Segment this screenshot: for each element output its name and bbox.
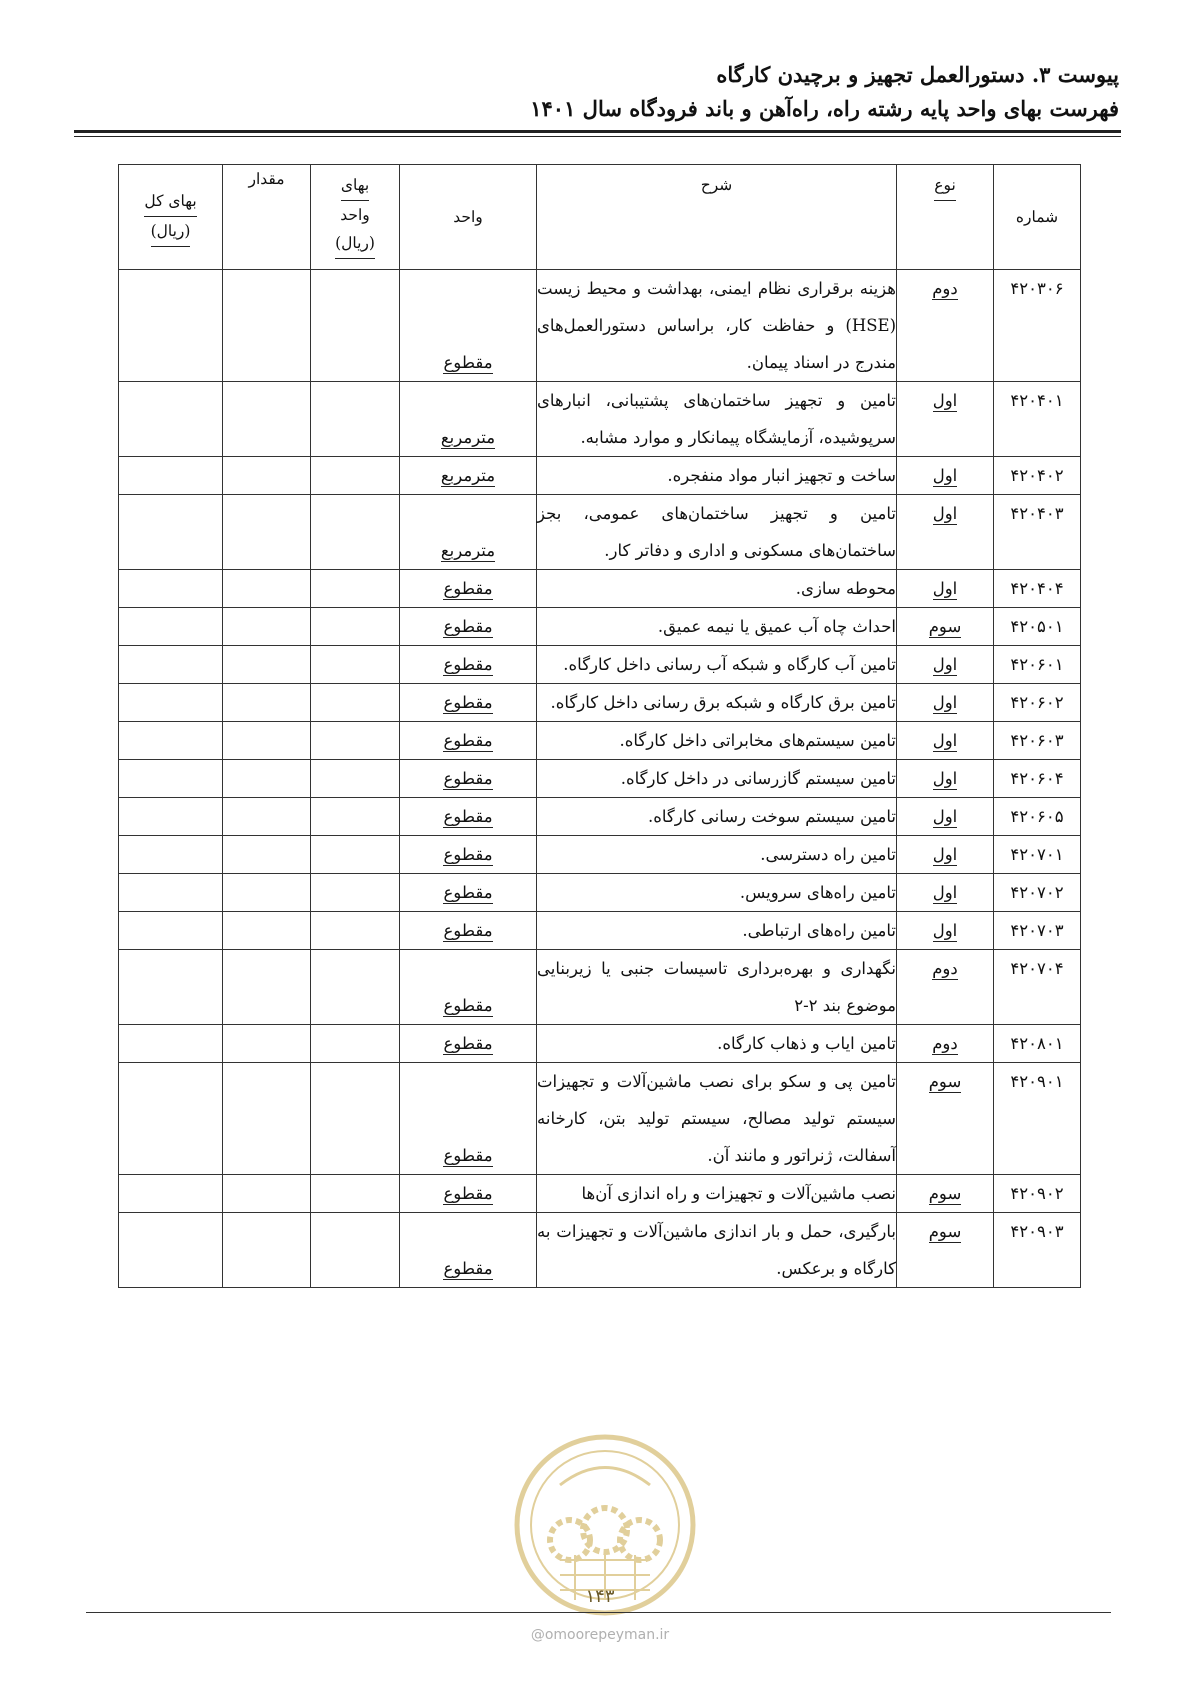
footer-rule: [86, 1612, 1111, 1613]
row-total-price: [119, 382, 223, 457]
row-description: تامین سیستم گازرسانی در داخل کارگاه.: [537, 760, 897, 798]
row-unit-price: [311, 457, 400, 495]
website-watermark: @omoorepeyman.ir: [530, 1627, 670, 1643]
row-unit-price: [311, 950, 400, 1025]
row-type: اول: [897, 760, 994, 798]
row-number: ۴۲۰۶۰۱: [994, 646, 1081, 684]
row-total-price: [119, 608, 223, 646]
row-description: تامین و تجهیز ساختمان‌های پشتیبانی، انبارهای سرپوشیده، آزمایشگاه پیمانکار و موارد مشابه.: [537, 382, 897, 457]
row-type: سوم: [897, 1175, 994, 1213]
row-description: هزینه برقراری نظام ایمنی، بهداشت و محیط زیست (HSE) و حفاظت کار، براساس دستورالعمل‌های مندرج در اسناد پیمان.: [537, 270, 897, 382]
row-unit: مقطوع: [400, 798, 537, 836]
row-quantity: [223, 798, 311, 836]
row-unit: مقطوع: [400, 684, 537, 722]
row-unit: مقطوع: [400, 912, 537, 950]
table-row: [119, 760, 1081, 798]
row-quantity: [223, 836, 311, 874]
row-quantity: [223, 570, 311, 608]
row-total-price: [119, 1175, 223, 1213]
row-total-price: [119, 874, 223, 912]
table-row: [119, 912, 1081, 950]
row-total-price: [119, 570, 223, 608]
header-type: نوع: [897, 165, 994, 270]
row-number: ۴۲۰۴۰۱: [994, 382, 1081, 457]
row-description: ساخت و تجهیز انبار مواد منفجره.: [537, 457, 897, 495]
row-unit: مقطوع: [400, 760, 537, 798]
header-total-price: بهای کل (ریال): [119, 165, 223, 270]
row-unit: مقطوع: [400, 646, 537, 684]
row-description: تامین ایاب و ذهاب کارگاه.: [537, 1025, 897, 1063]
row-type: دوم: [897, 1025, 994, 1063]
row-type: سوم: [897, 1063, 994, 1175]
row-number: ۴۲۰۴۰۴: [994, 570, 1081, 608]
table-row: [119, 874, 1081, 912]
row-total-price: [119, 950, 223, 1025]
row-number: ۴۲۰۹۰۳: [994, 1213, 1081, 1288]
row-number: ۴۲۰۸۰۱: [994, 1025, 1081, 1063]
row-description: محوطه سازی.: [537, 570, 897, 608]
row-unit: مقطوع: [400, 722, 537, 760]
row-number: ۴۲۰۳۰۶: [994, 270, 1081, 382]
row-unit: مترمربع: [400, 495, 537, 570]
row-unit: مقطوع: [400, 270, 537, 382]
row-number: ۴۲۰۴۰۳: [994, 495, 1081, 570]
row-number: ۴۲۰۹۰۲: [994, 1175, 1081, 1213]
row-unit: مترمربع: [400, 457, 537, 495]
row-description: تامین سیستم سوخت رسانی کارگاه.: [537, 798, 897, 836]
row-quantity: [223, 457, 311, 495]
row-description: تامین و تجهیز ساختمان‌های عمومی، بجز ساختمان‌های مسکونی و اداری و دفاتر کار.: [537, 495, 897, 570]
row-unit: مقطوع: [400, 1063, 537, 1175]
row-number: ۴۲۰۷۰۱: [994, 836, 1081, 874]
row-type: اول: [897, 457, 994, 495]
row-unit: مترمربع: [400, 382, 537, 457]
row-unit-price: [311, 760, 400, 798]
page-number: ۱۴۳: [585, 1586, 615, 1607]
row-type: دوم: [897, 950, 994, 1025]
row-total-price: [119, 1063, 223, 1175]
row-quantity: [223, 684, 311, 722]
row-number: ۴۲۰۶۰۲: [994, 684, 1081, 722]
table-row: [119, 382, 1081, 457]
row-unit-price: [311, 1213, 400, 1288]
row-number: ۴۲۰۶۰۳: [994, 722, 1081, 760]
header-quantity: مقدار: [223, 165, 311, 270]
row-type: اول: [897, 912, 994, 950]
row-number: ۴۲۰۷۰۲: [994, 874, 1081, 912]
table-row: [119, 798, 1081, 836]
row-unit-price: [311, 722, 400, 760]
table-row: [119, 722, 1081, 760]
table-row: [119, 1063, 1081, 1175]
row-unit: مقطوع: [400, 836, 537, 874]
row-description: تامین پی و سکو برای نصب ماشین‌آلات و تجهیزات سیستم تولید مصالح، سیستم تولید بتن، کارخانه آسفالت، ژنراتور و مانند آن.: [537, 1063, 897, 1175]
row-quantity: [223, 760, 311, 798]
table-row: [119, 1213, 1081, 1288]
header-number: شماره: [994, 165, 1081, 270]
table-row: [119, 1175, 1081, 1213]
row-description: تامین راه دسترسی.: [537, 836, 897, 874]
row-total-price: [119, 836, 223, 874]
row-total-price: [119, 722, 223, 760]
row-quantity: [223, 1063, 311, 1175]
row-quantity: [223, 382, 311, 457]
row-unit-price: [311, 684, 400, 722]
row-quantity: [223, 1025, 311, 1063]
row-total-price: [119, 912, 223, 950]
row-unit-price: [311, 608, 400, 646]
row-unit-price: [311, 836, 400, 874]
row-total-price: [119, 1213, 223, 1288]
table-row: [119, 646, 1081, 684]
row-unit: مقطوع: [400, 1175, 537, 1213]
page-header: [69, 58, 1119, 126]
row-number: ۴۲۰۶۰۴: [994, 760, 1081, 798]
row-unit-price: [311, 646, 400, 684]
row-description: تامین برق کارگاه و شبکه برق رسانی داخل کارگاه.: [537, 684, 897, 722]
header-rule-thick: [74, 130, 1121, 133]
at-sign-icon: @: [530, 1627, 545, 1643]
header-description: شرح: [537, 165, 897, 270]
row-type: اول: [897, 495, 994, 570]
row-type: سوم: [897, 608, 994, 646]
table-row: [119, 570, 1081, 608]
row-description: احداث چاه آب عمیق یا نیمه عمیق.: [537, 608, 897, 646]
table-row: [119, 495, 1081, 570]
row-quantity: [223, 1213, 311, 1288]
row-type: اول: [897, 646, 994, 684]
row-number: ۴۲۰۷۰۳: [994, 912, 1081, 950]
row-description: تامین آب کارگاه و شبکه آب رسانی داخل کارگاه.: [537, 646, 897, 684]
row-description: نگهداری و بهره‌برداری تاسیسات جنبی یا زیربنایی موضوع بند ۲-۲: [537, 950, 897, 1025]
row-description: تامین راه‌های ارتباطی.: [537, 912, 897, 950]
row-unit-price: [311, 912, 400, 950]
row-quantity: [223, 722, 311, 760]
row-unit-price: [311, 270, 400, 382]
row-quantity: [223, 912, 311, 950]
row-total-price: [119, 684, 223, 722]
header-rule-thin: [74, 136, 1121, 137]
row-quantity: [223, 495, 311, 570]
row-total-price: [119, 646, 223, 684]
header-list-title: فهرست بهای واحد پایه رشته راه، راه‌آهن و باند فرودگاه سال ۱۴۰۱: [530, 96, 1119, 121]
row-total-price: [119, 270, 223, 382]
row-total-price: [119, 495, 223, 570]
row-quantity: [223, 950, 311, 1025]
row-quantity: [223, 1175, 311, 1213]
row-unit: مقطوع: [400, 608, 537, 646]
header-unit-price: بهای واحد (ریال): [311, 165, 400, 270]
row-type: اول: [897, 382, 994, 457]
row-type: اول: [897, 570, 994, 608]
row-type: سوم: [897, 1213, 994, 1288]
table-row: [119, 608, 1081, 646]
row-type: اول: [897, 798, 994, 836]
row-unit-price: [311, 1175, 400, 1213]
header-appendix-title: پیوست ۳. دستورالعمل تجهیز و برچیدن کارگاه: [716, 62, 1119, 87]
row-number: ۴۲۰۹۰۱: [994, 1063, 1081, 1175]
row-total-price: [119, 760, 223, 798]
row-quantity: [223, 874, 311, 912]
row-total-price: [119, 1025, 223, 1063]
row-unit-price: [311, 1025, 400, 1063]
row-number: ۴۲۰۴۰۲: [994, 457, 1081, 495]
row-unit-price: [311, 1063, 400, 1175]
table-row: [119, 836, 1081, 874]
row-type: دوم: [897, 270, 994, 382]
row-quantity: [223, 646, 311, 684]
table-row: [119, 270, 1081, 382]
row-quantity: [223, 270, 311, 382]
row-unit-price: [311, 382, 400, 457]
table-row: [119, 950, 1081, 1025]
row-type: اول: [897, 722, 994, 760]
row-description: تامین سیستم‌های مخابراتی داخل کارگاه.: [537, 722, 897, 760]
row-quantity: [223, 608, 311, 646]
row-description: تامین راه‌های سرویس.: [537, 874, 897, 912]
header-unit: واحد: [400, 165, 537, 270]
row-total-price: [119, 798, 223, 836]
table-header-row: [119, 165, 1081, 270]
table-row: [119, 457, 1081, 495]
row-type: اول: [897, 836, 994, 874]
row-unit: مقطوع: [400, 950, 537, 1025]
table-row: [119, 684, 1081, 722]
row-unit: مقطوع: [400, 1213, 537, 1288]
row-number: ۴۲۰۵۰۱: [994, 608, 1081, 646]
row-unit: مقطوع: [400, 570, 537, 608]
row-total-price: [119, 457, 223, 495]
row-unit-price: [311, 874, 400, 912]
row-unit-price: [311, 495, 400, 570]
row-unit-price: [311, 798, 400, 836]
row-number: ۴۲۰۶۰۵: [994, 798, 1081, 836]
row-unit: مقطوع: [400, 874, 537, 912]
price-table: [118, 164, 1081, 1288]
row-unit: مقطوع: [400, 1025, 537, 1063]
row-description: بارگیری، حمل و بار اندازی ماشین‌آلات و تجهیزات به کارگاه و برعکس.: [537, 1213, 897, 1288]
row-type: اول: [897, 874, 994, 912]
row-number: ۴۲۰۷۰۴: [994, 950, 1081, 1025]
row-type: اول: [897, 684, 994, 722]
row-unit-price: [311, 570, 400, 608]
row-description: نصب ماشین‌آلات و تجهیزات و راه اندازی آن‌ها: [537, 1175, 897, 1213]
table-row: [119, 1025, 1081, 1063]
